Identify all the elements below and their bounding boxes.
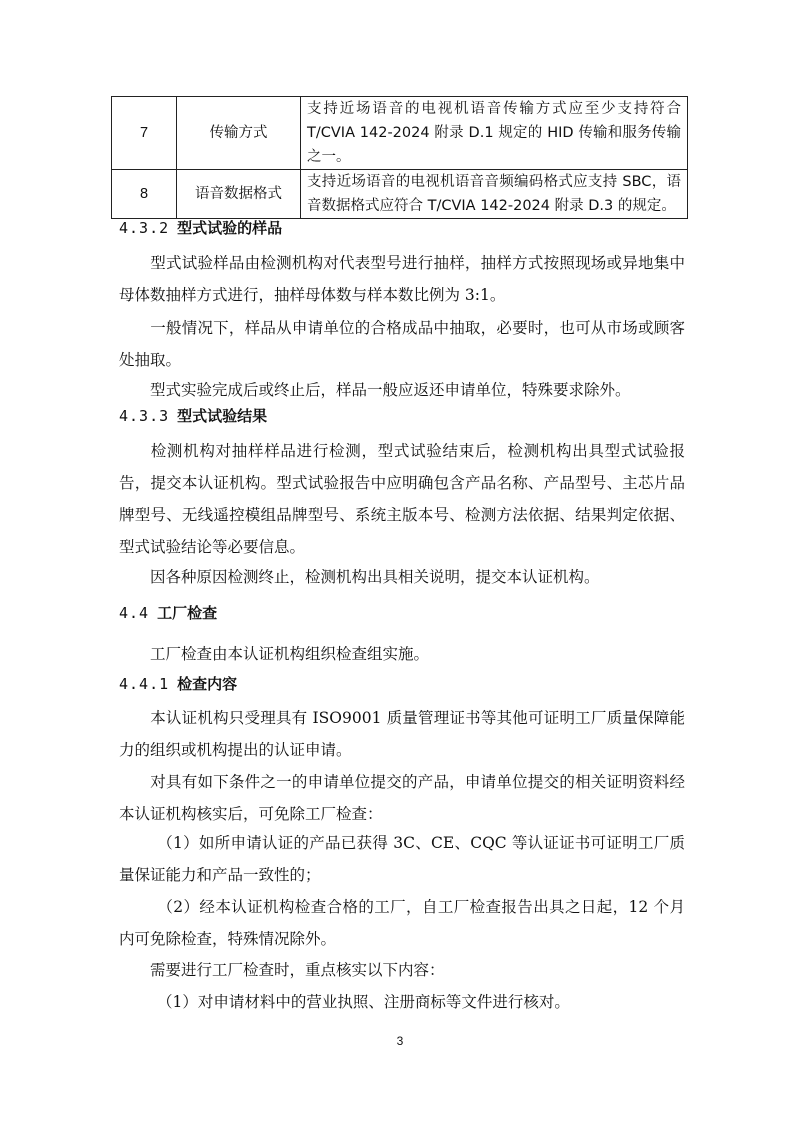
row-item: 传输方式: [177, 97, 301, 170]
paragraph-text: 检测机构对抽样样品进行检测，型式试验结束后，检测机构出具型式试验报告，提交本认证机构。型式试验报告中应明确包含产品名称、产品型号、主芯片品牌型号、无线遥控模组品牌型号、系统主版本号、检测方法依据、结果判定依据、型式试验结论等必要信息。: [119, 442, 685, 556]
paragraph: [119, 986, 685, 1018]
requirements-table: [111, 96, 688, 219]
row-requirement: 支持近场语音的电视机语音音频编码格式应支持 SBC，语音数据格式应符合 T/CVIA 142-2024 附录 D.3 的规定。: [301, 170, 688, 219]
row-number: 8: [112, 170, 177, 219]
paragraph: [119, 247, 685, 311]
paragraph-text: 因各种原因检测终止，检测机构出具相关说明，提交本认证机构。: [150, 568, 600, 586]
paragraph: [119, 891, 685, 955]
section-number: 4.3.2: [119, 219, 170, 237]
row-item: 语音数据格式: [177, 170, 301, 219]
paragraph-text: （1）对申请材料中的营业执照、注册商标等文件进行核对。: [157, 993, 570, 1011]
row-number: 7: [112, 97, 177, 170]
paragraph: [119, 374, 685, 406]
section-number: 4.4: [119, 604, 150, 622]
section-heading-4-3-2: [119, 218, 282, 238]
paragraph: [119, 954, 685, 986]
table-row: [112, 170, 688, 219]
paragraph-text: 一般情况下，样品从申请单位的合格成品中抽取，必要时，也可从市场或顾客处抽取。: [119, 319, 685, 369]
paragraph: [119, 638, 685, 670]
paragraph: [119, 827, 685, 891]
section-number: 4.3.3: [119, 407, 170, 425]
section-heading-4-3-3: [119, 406, 267, 426]
paragraph: [119, 435, 685, 563]
paragraph-text: 本认证机构只受理具有 ISO9001 质量管理证书等其他可证明工厂质量保障能力的组织或机构提出的认证申请。: [119, 709, 685, 759]
section-heading-4-4-1: [119, 674, 237, 694]
section-heading-4-4: [119, 603, 217, 623]
section-number: 4.4.1: [119, 675, 170, 693]
section-title: 型式试验结果: [177, 407, 268, 425]
table-row: [112, 97, 688, 170]
paragraph-text: （2）经本认证机构检查合格的工厂，自工厂检查报告出具之日起，12 个月内可免除检查，特殊情况除外。: [119, 898, 685, 948]
paragraph: [119, 702, 685, 766]
paragraph: [119, 312, 685, 376]
paragraph: [119, 766, 685, 830]
paragraph-text: 对具有如下条件之一的申请单位提交的产品，申请单位提交的相关证明资料经本认证机构核实后，可免除工厂检查：: [119, 773, 685, 823]
paragraph-text: 工厂检查由本认证机构组织检查组实施。: [150, 645, 430, 663]
section-title: 工厂检查: [157, 604, 218, 622]
paragraph: [119, 561, 685, 593]
paragraph-text: 型式试验样品由检测机构对代表型号进行抽样，抽样方式按照现场或异地集中母体数抽样方式进行，抽样母体数与样本数比例为 3:1。: [119, 254, 685, 304]
paragraph-text: 需要进行工厂检查时，重点核实以下内容：: [150, 961, 445, 979]
section-title: 检查内容: [177, 675, 238, 693]
row-requirement: 支持近场语音的电视机语音传输方式应至少支持符合 T/CVIA 142-2024 附录 D.1 规定的 HID 传输和服务传输之一。: [301, 97, 688, 170]
page-number: 3: [396, 1034, 404, 1048]
paragraph-text: （1）如所申请认证的产品已获得 3C、CE、CQC 等认证证书可证明工厂质量保证能力和产品一致性的；: [119, 834, 685, 884]
paragraph-text: 型式实验完成后或终止后，样品一般应返还申请单位，特殊要求除外。: [150, 381, 631, 399]
section-title: 型式试验的样品: [177, 219, 283, 237]
